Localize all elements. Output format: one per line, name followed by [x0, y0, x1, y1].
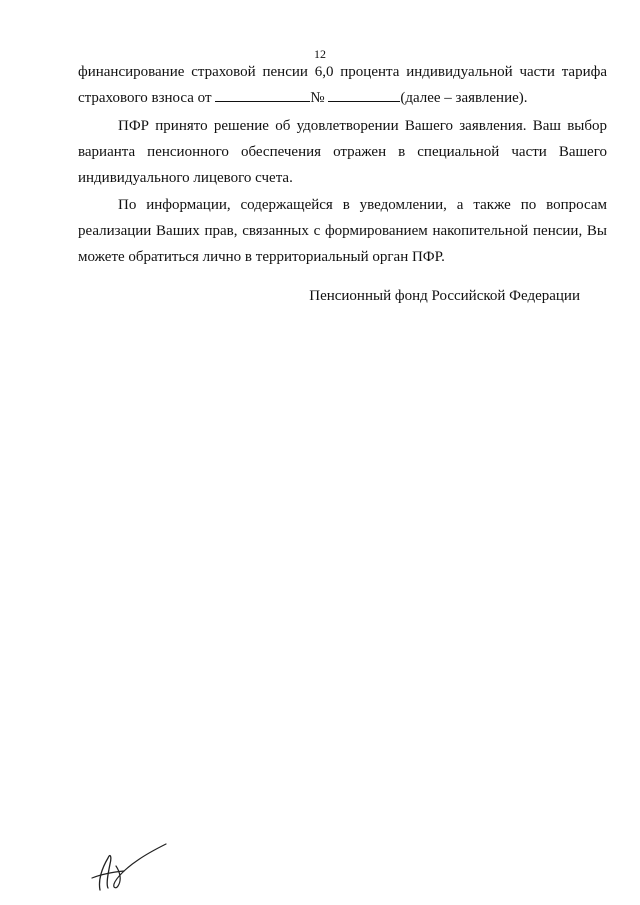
- number-blank-field: [328, 87, 400, 102]
- paragraph-line: реализации Ваших прав, связанных с формированием накопительной пенсии, Вы: [78, 223, 607, 239]
- paragraph-line-with-blanks: [78, 85, 607, 111]
- paragraph-line: можете обратиться лично в территориальный орган ПФР.: [78, 249, 445, 265]
- paragraph-line: ПФР принято решение об удовлетворении Вашего заявления. Ваш выбор: [118, 118, 607, 134]
- signature-organization: Пенсионный фонд Российской Федерации: [309, 288, 580, 304]
- number-sign: №: [310, 90, 325, 106]
- paragraph-decision: [78, 113, 607, 191]
- application-suffix-text: (далее – заявление).: [400, 90, 528, 106]
- paragraph-line: индивидуального лицевого счета.: [78, 170, 293, 186]
- paragraph-information: [78, 192, 607, 270]
- paragraph-continuation: [78, 59, 607, 111]
- handwritten-initials-mark: [86, 838, 168, 894]
- paragraph-line: варианта пенсионного обеспечения отражен в специальной части Вашего: [78, 144, 607, 160]
- page-number: 12: [314, 47, 326, 61]
- date-blank-field: [215, 87, 310, 102]
- paragraph-line: По информации, содержащейся в уведомлении, а также по вопросам: [118, 197, 607, 213]
- paragraph-line: финансирование страховой пенсии 6,0 процента индивидуальной части тарифа: [78, 64, 607, 80]
- date-prefix-text: страхового взноса от: [78, 90, 212, 106]
